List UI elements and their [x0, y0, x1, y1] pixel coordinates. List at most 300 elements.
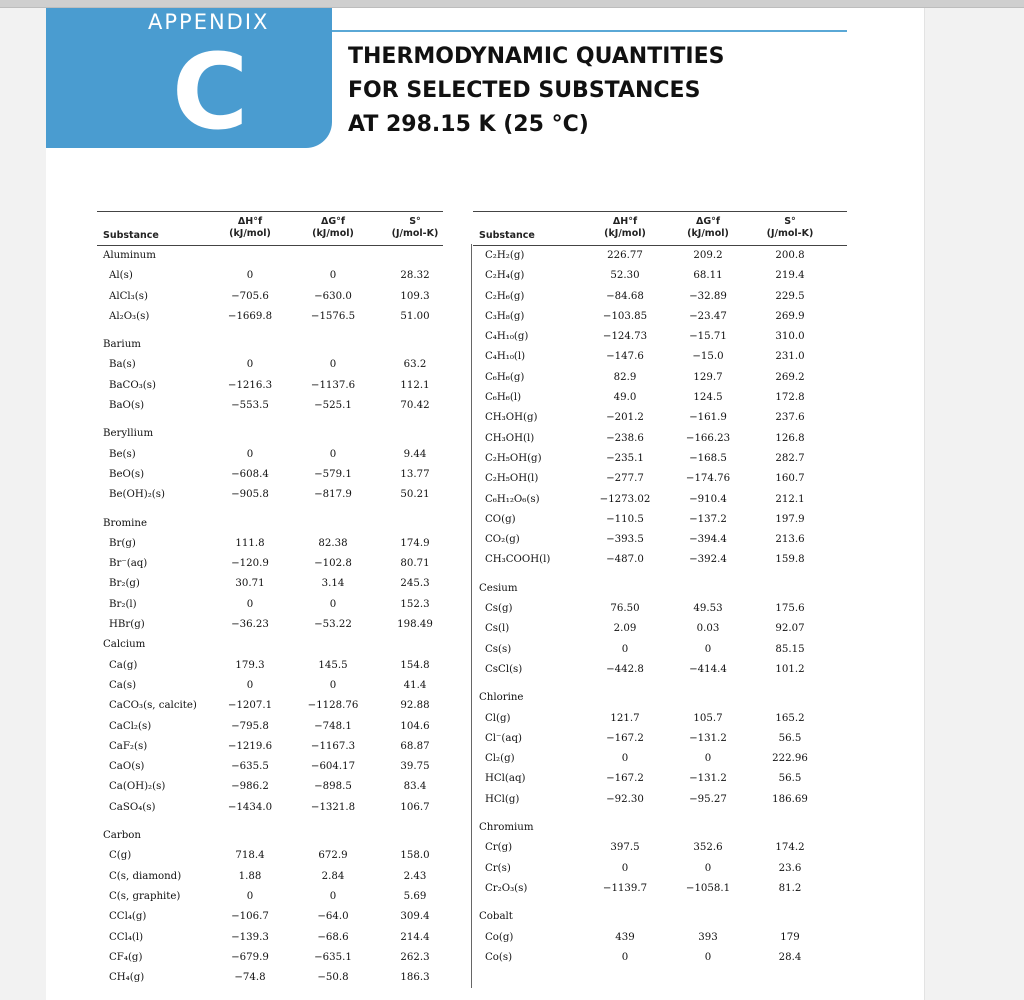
entropy-value: 106.7 [400, 801, 430, 813]
gibbs-value: −525.1 [314, 400, 352, 412]
gibbs-value: −748.1 [314, 720, 352, 732]
enthalpy-value: −110.5 [606, 513, 644, 525]
substance-name: CaSO₄(s) [109, 801, 156, 813]
appendix-letter: C [172, 31, 249, 153]
entropy-value: 309.4 [400, 911, 430, 923]
row-spacer [97, 327, 443, 335]
entropy-value: 269.9 [775, 310, 805, 322]
group-row [97, 514, 443, 534]
table-row [473, 928, 847, 948]
gibbs-value: −15.0 [692, 351, 724, 363]
entropy-value: 198.49 [397, 619, 433, 631]
entropy-value: 160.7 [775, 473, 805, 485]
group-row [97, 335, 443, 355]
table-header [473, 211, 847, 246]
gibbs-value: −131.2 [689, 732, 727, 744]
appendix-label: APPENDIX [148, 10, 270, 34]
table-row [473, 879, 847, 899]
enthalpy-value: −1219.6 [227, 740, 273, 752]
substance-name: C₄H₁₀(l) [485, 351, 526, 363]
enthalpy-value: −1273.02 [599, 493, 651, 505]
gibbs-value: −579.1 [314, 468, 352, 480]
entropy-value: 222.96 [772, 753, 808, 765]
table-row [97, 948, 443, 968]
gibbs-value: 0 [329, 598, 337, 610]
substance-name: CO₂(g) [485, 534, 520, 546]
entropy-value: 310.0 [775, 331, 805, 343]
table-row [473, 266, 847, 286]
substance-name: BaCO₃(s) [109, 379, 156, 391]
table-row [473, 388, 847, 408]
substance-name: HBr(g) [109, 619, 145, 631]
group-row [473, 907, 847, 927]
left-table-body [97, 246, 443, 988]
entropy-value: 70.42 [400, 400, 430, 412]
entropy-value: 179 [780, 931, 800, 943]
table-row [473, 948, 847, 968]
enthalpy-value: −147.6 [606, 351, 644, 363]
table-row [97, 534, 443, 554]
group-row [97, 635, 443, 655]
substance-name: C₃H₈(g) [485, 310, 525, 322]
gibbs-value: 124.5 [693, 392, 723, 404]
table-header [97, 211, 443, 246]
gibbs-value: −817.9 [314, 489, 352, 501]
enthalpy-value: −238.6 [606, 432, 644, 444]
substance-name: Br(g) [109, 537, 136, 549]
substance-name: AlCl₃(s) [109, 290, 148, 302]
substance-name: CCl₄(g) [109, 911, 147, 923]
entropy-value: 5.69 [403, 890, 427, 902]
gibbs-value: −50.8 [317, 972, 349, 984]
enthalpy-value: 76.50 [610, 603, 640, 615]
table-row [473, 429, 847, 449]
substance-name: CH₃OH(l) [485, 432, 535, 444]
entropy-value: 126.8 [775, 432, 805, 444]
row-spacer [97, 416, 443, 424]
table-row [473, 307, 847, 327]
substance-name: C(s, graphite) [109, 890, 181, 902]
table-row [97, 554, 443, 574]
gibbs-value: −102.8 [314, 558, 352, 570]
table-row [97, 355, 443, 375]
group-name: Cobalt [479, 911, 513, 923]
gibbs-value: −414.4 [689, 663, 727, 675]
substance-name: Br₂(g) [109, 578, 140, 590]
substance-header: Substance [479, 230, 535, 241]
entropy-value: 159.8 [775, 554, 805, 566]
substance-name: BeO(s) [109, 468, 145, 480]
table-row [97, 696, 443, 716]
enthalpy-value: −705.6 [231, 290, 269, 302]
table-row [473, 469, 847, 489]
enthalpy-value: −608.4 [231, 468, 269, 480]
entropy-value: 92.07 [775, 623, 805, 635]
page-edge [924, 8, 925, 1000]
enthalpy-header: ΔH°f (kJ/mol) [229, 216, 271, 239]
gibbs-value: −131.2 [689, 773, 727, 785]
enthalpy-value: −795.8 [231, 720, 269, 732]
gibbs-value: −166.23 [685, 432, 731, 444]
group-row [473, 688, 847, 708]
substance-name: CH₄(g) [109, 972, 145, 984]
substance-name: CO(g) [485, 513, 516, 525]
gibbs-value: −53.22 [314, 619, 352, 631]
table-row [97, 266, 443, 286]
enthalpy-value: −84.68 [606, 290, 644, 302]
enthalpy-value: −201.2 [606, 412, 644, 424]
enthalpy-value: 82.9 [613, 371, 637, 383]
enthalpy-value: 718.4 [235, 850, 265, 862]
entropy-value: 13.77 [400, 468, 430, 480]
substance-name: Be(OH)₂(s) [109, 489, 165, 501]
enthalpy-value: −277.7 [606, 473, 644, 485]
table-row [97, 737, 443, 757]
entropy-value: 172.8 [775, 392, 805, 404]
enthalpy-value: −1216.3 [227, 379, 273, 391]
gibbs-value: 82.38 [318, 537, 348, 549]
enthalpy-value: −36.23 [231, 619, 269, 631]
substance-name: Ca(g) [109, 659, 138, 671]
table-row [473, 490, 847, 510]
gibbs-value: 49.53 [693, 603, 723, 615]
title-line: AT 298.15 K (25 °C) [348, 112, 589, 137]
row-spacer [473, 571, 847, 579]
enthalpy-value: 397.5 [610, 842, 640, 854]
substance-name: Cr₂O₃(s) [485, 882, 528, 894]
substance-name: C₂H₆(g) [485, 290, 525, 302]
entropy-value: 229.5 [775, 290, 805, 302]
group-name: Chromium [479, 822, 534, 834]
table-row [473, 769, 847, 789]
gibbs-value: 352.6 [693, 842, 723, 854]
enthalpy-value: −74.8 [234, 972, 266, 984]
table-row [473, 709, 847, 729]
entropy-value: 154.8 [400, 659, 430, 671]
gibbs-value: 0.03 [696, 623, 720, 635]
gibbs-value: 2.84 [321, 870, 345, 882]
gibbs-value: 0 [329, 359, 337, 371]
gibbs-value: 105.7 [693, 712, 723, 724]
gibbs-value: −1321.8 [310, 801, 356, 813]
entropy-value: 109.3 [400, 290, 430, 302]
group-name: Bromine [103, 517, 147, 529]
gibbs-value: 0 [329, 448, 337, 460]
gibbs-value: 0 [329, 679, 337, 691]
table-row [473, 327, 847, 347]
enthalpy-value: 121.7 [610, 712, 640, 724]
substance-name: C₂H₂(g) [485, 250, 525, 261]
enthalpy-value: −1434.0 [227, 801, 273, 813]
table-row [473, 246, 847, 266]
entropy-value: 214.4 [400, 931, 430, 943]
enthalpy-value: −986.2 [231, 781, 269, 793]
entropy-value: 2.43 [403, 870, 427, 882]
entropy-value: 92.88 [400, 700, 430, 712]
gibbs-value: −1058.1 [685, 882, 731, 894]
entropy-value: 28.4 [778, 951, 802, 963]
substance-name: CaCO₃(s, calcite) [109, 700, 197, 712]
row-spacer [97, 818, 443, 826]
gibbs-value: 0 [329, 270, 337, 282]
gibbs-value: 0 [704, 643, 712, 655]
enthalpy-value: −487.0 [606, 554, 644, 566]
enthalpy-value: −635.5 [231, 761, 269, 773]
gibbs-value: −174.76 [685, 473, 731, 485]
row-spacer [473, 810, 847, 818]
substance-name: CF₄(g) [109, 951, 143, 963]
gibbs-value: −161.9 [689, 412, 727, 424]
substance-name: C₂H₅OH(g) [485, 452, 542, 464]
table-row [97, 396, 443, 416]
gibbs-value: 3.14 [321, 578, 345, 590]
entropy-value: 197.9 [775, 513, 805, 525]
table-row [473, 530, 847, 550]
enthalpy-value: 0 [246, 359, 254, 371]
enthalpy-value: −905.8 [231, 489, 269, 501]
substance-name: Al₂O₃(s) [109, 310, 150, 322]
substance-name: Cr(g) [485, 842, 513, 854]
enthalpy-value: 1.88 [238, 870, 262, 882]
table-row [473, 859, 847, 879]
substance-name: CaCl₂(s) [109, 720, 152, 732]
entropy-value: 282.7 [775, 452, 805, 464]
entropy-value: 186.69 [772, 793, 808, 805]
group-name: Carbon [103, 830, 141, 842]
gibbs-header: ΔG°f (kJ/mol) [687, 216, 729, 239]
entropy-value: 68.87 [400, 740, 430, 752]
entropy-value: 152.3 [400, 598, 430, 610]
group-name: Chlorine [479, 692, 524, 704]
substance-name: Cl(g) [485, 712, 511, 724]
gibbs-value: 129.7 [693, 371, 723, 383]
substance-name: Cs(s) [485, 643, 512, 655]
substance-name: Cl₂(g) [485, 753, 515, 765]
enthalpy-value: 439 [615, 931, 635, 943]
substance-name: Br⁻(aq) [109, 558, 148, 570]
enthalpy-value: 0 [246, 890, 254, 902]
entropy-value: 83.4 [403, 781, 427, 793]
table-row [97, 615, 443, 635]
gibbs-value: −635.1 [314, 951, 352, 963]
substance-name: Br₂(l) [109, 598, 137, 610]
table-row [97, 717, 443, 737]
enthalpy-value: −124.73 [602, 331, 648, 343]
enthalpy-value: −679.9 [231, 951, 269, 963]
substance-name: Ca(OH)₂(s) [109, 781, 166, 793]
substance-name: Cs(l) [485, 623, 510, 635]
substance-name: C₂H₅OH(l) [485, 473, 539, 485]
table-row [97, 595, 443, 615]
group-row [473, 818, 847, 838]
enthalpy-value: 111.8 [235, 537, 265, 549]
entropy-value: 237.6 [775, 412, 805, 424]
entropy-header: S° (J/mol-K) [391, 216, 439, 239]
entropy-value: 231.0 [775, 351, 805, 363]
entropy-value: 56.5 [778, 773, 802, 785]
enthalpy-value: 0 [246, 679, 254, 691]
enthalpy-value: 0 [621, 643, 629, 655]
table-row [473, 510, 847, 530]
table-row [97, 968, 443, 988]
table-row [473, 599, 847, 619]
table-row [97, 907, 443, 927]
entropy-value: 212.1 [775, 493, 805, 505]
enthalpy-value: −553.5 [231, 400, 269, 412]
substance-name: Cr(s) [485, 862, 511, 874]
substance-name: CaO(s) [109, 761, 145, 773]
enthalpy-value: −1139.7 [602, 882, 648, 894]
substance-name: Cs(g) [485, 603, 513, 615]
substance-name: Cl⁻(aq) [485, 732, 522, 744]
table-row [97, 887, 443, 907]
entropy-value: 101.2 [775, 663, 805, 675]
table-row [473, 619, 847, 639]
enthalpy-value: −393.5 [606, 534, 644, 546]
enthalpy-value: 0 [621, 951, 629, 963]
entropy-value: 186.3 [400, 972, 430, 984]
entropy-value: 28.32 [400, 270, 430, 282]
table-row [473, 640, 847, 660]
gibbs-value: 0 [704, 862, 712, 874]
table-row [473, 790, 847, 810]
title-line: FOR SELECTED SUBSTANCES [348, 78, 701, 103]
substance-name: HCl(aq) [485, 773, 526, 785]
gibbs-value: −1576.5 [310, 310, 356, 322]
table-row [97, 465, 443, 485]
enthalpy-value: −120.9 [231, 558, 269, 570]
substance-name: BaO(s) [109, 400, 145, 412]
substance-name: C₂H₄(g) [485, 270, 525, 282]
gibbs-value: 0 [329, 890, 337, 902]
window-top-bar [0, 0, 1024, 8]
table-row [97, 656, 443, 676]
gibbs-value: −630.0 [314, 290, 352, 302]
entropy-value: 112.1 [400, 379, 430, 391]
substance-name: HCl(g) [485, 793, 520, 805]
entropy-value: 158.0 [400, 850, 430, 862]
enthalpy-value: −139.3 [231, 931, 269, 943]
group-row [97, 424, 443, 444]
entropy-value: 80.71 [400, 558, 430, 570]
entropy-value: 200.8 [775, 250, 805, 261]
substance-header: Substance [103, 230, 159, 241]
entropy-value: 165.2 [775, 712, 805, 724]
substance-name: CaF₂(s) [109, 740, 148, 752]
enthalpy-value: 0 [246, 270, 254, 282]
table-row [97, 307, 443, 327]
table-row [473, 408, 847, 428]
gibbs-value: 145.5 [318, 659, 348, 671]
table-row [97, 445, 443, 465]
table-row [97, 757, 443, 777]
entropy-value: 56.5 [778, 732, 802, 744]
entropy-value: 213.6 [775, 534, 805, 546]
enthalpy-value: −92.30 [606, 793, 644, 805]
entropy-value: 63.2 [403, 359, 427, 371]
table-row [97, 676, 443, 696]
gibbs-value: −68.6 [317, 931, 349, 943]
table-row [97, 928, 443, 948]
entropy-value: 81.2 [778, 882, 802, 894]
substance-name: C₆H₁₂O₆(s) [485, 493, 540, 505]
gibbs-value: −604.17 [310, 761, 356, 773]
table-row [97, 867, 443, 887]
gibbs-value: −168.5 [689, 452, 727, 464]
gibbs-value: −137.2 [689, 513, 727, 525]
gibbs-header: ΔG°f (kJ/mol) [312, 216, 354, 239]
group-name: Barium [103, 339, 141, 351]
table-row [473, 347, 847, 367]
entropy-value: 104.6 [400, 720, 430, 732]
entropy-value: 174.9 [400, 537, 430, 549]
group-name: Aluminum [103, 250, 156, 261]
substance-name: Be(s) [109, 448, 136, 460]
row-spacer [473, 899, 847, 907]
substance-name: C₆H₆(g) [485, 371, 525, 383]
enthalpy-value: −442.8 [606, 663, 644, 675]
entropy-value: 245.3 [400, 578, 430, 590]
enthalpy-value: −167.2 [606, 773, 644, 785]
gibbs-value: −23.47 [689, 310, 727, 322]
entropy-value: 174.2 [775, 842, 805, 854]
group-name: Cesium [479, 582, 518, 594]
enthalpy-value: −167.2 [606, 732, 644, 744]
substance-name: C(g) [109, 850, 132, 862]
enthalpy-value: 226.77 [607, 250, 643, 261]
enthalpy-value: −235.1 [606, 452, 644, 464]
row-spacer [97, 506, 443, 514]
enthalpy-value: 49.0 [613, 392, 637, 404]
gibbs-value: −392.4 [689, 554, 727, 566]
substance-name: CH₃OH(g) [485, 412, 538, 424]
group-name: Beryllium [103, 428, 154, 440]
left-table [97, 211, 443, 988]
substance-name: Co(g) [485, 931, 514, 943]
row-spacer [473, 680, 847, 688]
gibbs-value: 68.11 [693, 270, 723, 282]
enthalpy-value: −106.7 [231, 911, 269, 923]
entropy-value: 269.2 [775, 371, 805, 383]
table-row [473, 729, 847, 749]
substance-name: Al(s) [109, 270, 133, 282]
group-row [97, 826, 443, 846]
table-row [473, 449, 847, 469]
substance-name: Ba(s) [109, 359, 136, 371]
enthalpy-value: 0 [621, 753, 629, 765]
gibbs-value: 672.9 [318, 850, 348, 862]
table-row [473, 749, 847, 769]
entropy-value: 9.44 [403, 448, 427, 460]
table-row [97, 777, 443, 797]
gibbs-value: −64.0 [317, 911, 349, 923]
enthalpy-header: ΔH°f (kJ/mol) [604, 216, 646, 239]
gibbs-value: 0 [704, 951, 712, 963]
page-title [348, 40, 724, 142]
enthalpy-value: 52.30 [610, 270, 640, 282]
table-row [97, 574, 443, 594]
enthalpy-value: −103.85 [602, 310, 648, 322]
substance-name: C₆H₆(l) [485, 392, 522, 404]
enthalpy-value: 30.71 [235, 578, 265, 590]
gibbs-value: −394.4 [689, 534, 727, 546]
right-table [473, 211, 847, 968]
table-row [97, 485, 443, 505]
entropy-value: 39.75 [400, 761, 430, 773]
substance-name: C(s, diamond) [109, 870, 182, 882]
gibbs-value: 209.2 [693, 250, 723, 261]
enthalpy-value: 179.3 [235, 659, 265, 671]
